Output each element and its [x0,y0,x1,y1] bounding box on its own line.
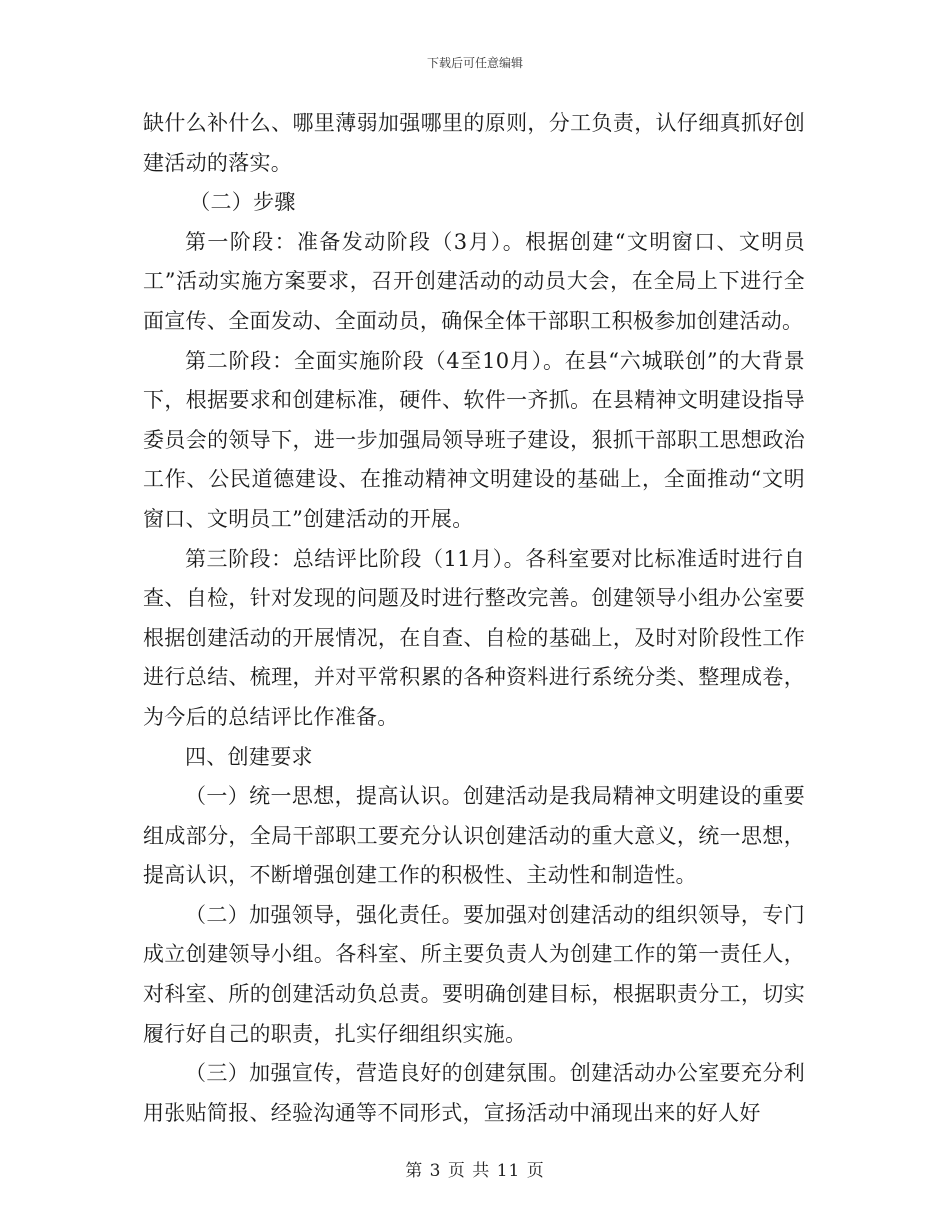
page-footer: 第 3 页 共 11 页 [405,1161,545,1181]
paragraph-continuation: 缺什么补什么、哪里薄弱加强哪里的原则，分工负责，认仔细真抓好创建活动的落实。 [143,111,805,175]
paragraph-stage-two: 第二阶段：全面实施阶段（4至10月）。在县“六城联创”的大背景下，根据要求和创建标准，硬件、软件一齐抓。在县精神文明建设指导委员会的领导下，进一步加强局领导班子建设，狠抓干部职工思想政治工作、公民道德建设、在推动精神文明建设的基础上，全面推动“文明窗口、文明员工”创建活动的开展。 [143,348,805,531]
paragraph-requirement-two: （二）加强领导，强化责任。要加强对创建活动的组织领导，专门成立创建领导小组。各科室、所主要负责人为创建工作的第一责任人，对科室、所的创建活动负总责。要明确创建目标，根据职责分工，切实履行好自己的职责，扎实仔细组织实施。 [143,902,805,1046]
paragraph-stage-one: 第一阶段：准备发动阶段（3月）。根据创建“文明窗口、文明员工”活动实施方案要求，召开创建活动的动员大会，在全局上下进行全面宣传、全面发动、全面动员，确保全体干部职工积极参加创建活动。 [143,229,805,333]
document-body [143,104,805,1133]
section-heading-steps: （二）步骤 [189,190,296,215]
paragraph-requirement-one: （一）统一思想，提高认识。创建活动是我局精神文明建设的重要组成部分，全局干部职工要充分认识创建活动的重大意义，统一思想，提高认识，不断增强创建工作的积极性、主动性和制造性。 [143,784,805,888]
page-header: 下载后可任意编辑 [426,56,523,70]
paragraph-requirement-three: （三）加强宣传，营造良好的创建氛围。创建活动办公室要充分利用张贴简报、经验沟通等不同形式，宣扬活动中涌现出来的好人好 [143,1061,805,1125]
section-heading-requirements: 四、创建要求 [185,744,313,769]
paragraph-stage-three: 第三阶段：总结评比阶段（11月）。各科室要对比标准适时进行自查、自检，针对发现的问题及时进行整改完善。创建领导小组办公室要根据创建活动的开展情况，在自查、自检的基础上，及时对阶段性工作进行总结、梳理，并对平常积累的各种资料进行系统分类、整理成卷，为今后的总结评比作准备。 [143,546,805,729]
